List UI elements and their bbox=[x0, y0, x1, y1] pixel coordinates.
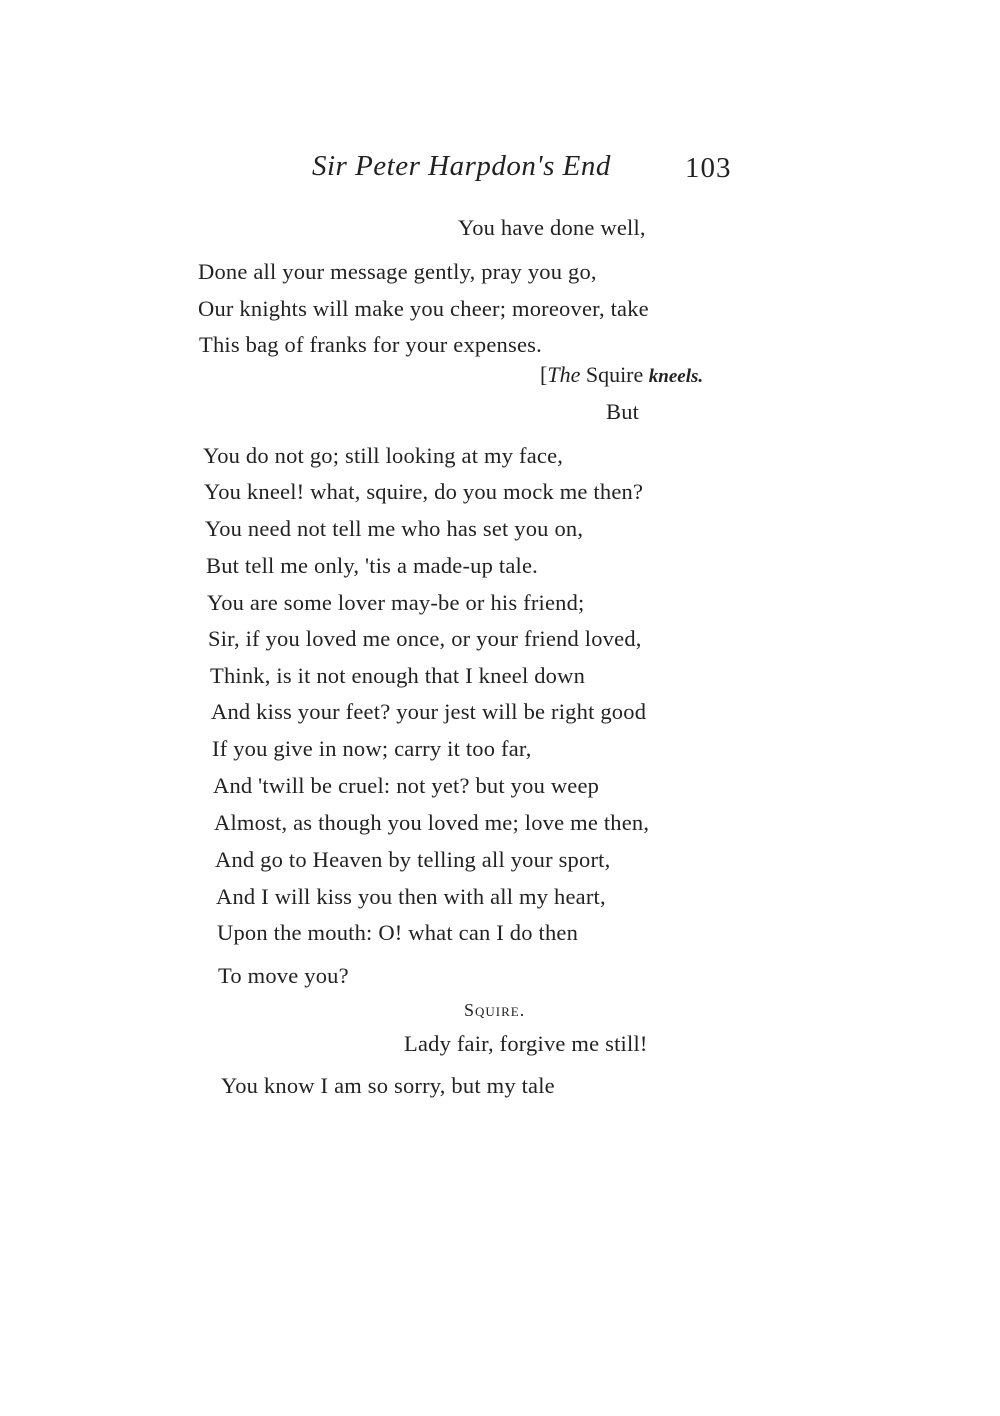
verse-line: Upon the mouth: O! what can I do then bbox=[217, 920, 579, 945]
stage-squire: Squire bbox=[585, 362, 644, 387]
page-number: 103 bbox=[685, 152, 732, 184]
verse-line: But bbox=[606, 399, 640, 424]
verse-line: Sir, if you loved me once, or your friend loved, bbox=[208, 626, 642, 651]
verse-line: And kiss your feet? your jest will be right good bbox=[211, 699, 647, 724]
verse-line: Almost, as though you loved me; love me then, bbox=[214, 810, 650, 835]
verse-line: This bag of franks for your expenses. bbox=[199, 332, 542, 357]
verse-line: You have done well, bbox=[458, 215, 646, 240]
verse-line: Lady fair, forgive me still! bbox=[404, 1031, 648, 1056]
verse-line: And 'twill be cruel: not yet? but you weep bbox=[213, 773, 600, 798]
verse-line: You know I am so sorry, but my tale bbox=[221, 1073, 555, 1098]
verse-line: To move you? bbox=[218, 963, 349, 988]
verse-line: You kneel! what, squire, do you mock me then? bbox=[204, 479, 644, 504]
verse-line: And I will kiss you then with all my heart, bbox=[216, 884, 606, 909]
verse-line: And go to Heaven by telling all your sport, bbox=[215, 847, 611, 872]
verse-line: You need not tell me who has set you on, bbox=[205, 516, 584, 541]
verse-line: Think, is it not enough that I kneel down bbox=[210, 663, 586, 688]
verse-line: But tell me only, 'tis a made-up tale. bbox=[206, 553, 538, 578]
verse-line: If you give in now; carry it too far, bbox=[212, 736, 532, 761]
stage-the: The bbox=[547, 362, 581, 387]
verse-line: Done all your message gently, pray you go, bbox=[198, 259, 597, 284]
verse-line: Our knights will make you cheer; moreover, take bbox=[198, 296, 649, 321]
stage-action: kneels. bbox=[648, 366, 704, 387]
speaker-name: Squire. bbox=[464, 1000, 526, 1020]
running-title: Sir Peter Harpdon's End bbox=[312, 150, 611, 182]
verse-line: You are some lover may-be or his friend; bbox=[207, 590, 585, 615]
stage-direction bbox=[540, 362, 703, 388]
verse-line: You do not go; still looking at my face, bbox=[203, 443, 564, 468]
stage-bracket: [ bbox=[540, 362, 548, 387]
